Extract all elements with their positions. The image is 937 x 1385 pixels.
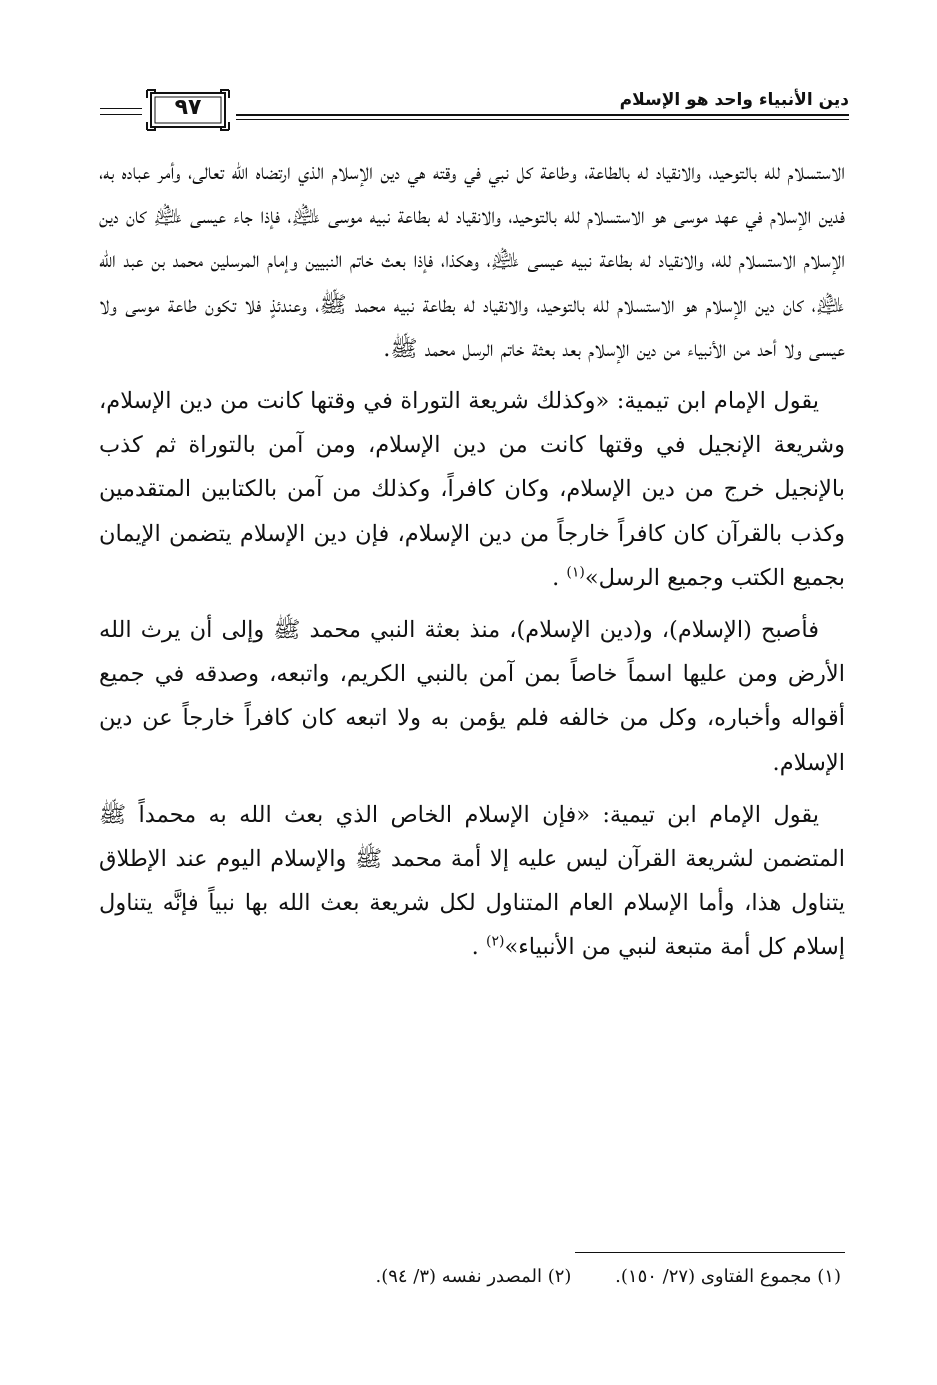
page-number: ٩٧ [174,95,202,120]
footnote-separator [575,1252,845,1253]
header-left-rule [100,114,142,115]
footnote-1: (١) مجموع الفتاوى (٢٧/ ١٥٠). [615,1266,841,1287]
paragraph-end-punct: . [552,564,567,591]
paragraph [99,150,845,371]
paragraph-text: الاستسلام لله بالتوحيد، والانقياد له بالطاعة، وطاعة كل نبي في وقته هي دين الإسلام الذي ارتضاه الله تعالى، وأمر عباده به، فدين الإسلام في عهد موسى هو الاستسلام لله بالتوحيد، والانقياد له بطاعة نبيه موسى ﵇، فإذا جاء عيسى ﵇ كان دين الإسلام الاستسلام لله، والانقياد له بطاعة نبيه عيسى ﵇، وهكذا، فإذا بعث خاتم النبيين وإمام المرسلين محمد بن عبد الله ﵇، كان دين الإسلام هو الاستسلام لله بالتوحيد، والانقياد له بطاعة نبيه محمد ﷺ، وعندئذٍ فلا تكون طاعة موسى ولا عيسى ولا أحد من الأنبياء من دين الإسلام بعد بعثة خاتم الرسل محمد ﷺ. [99,159,845,362]
paragraph [99,608,845,785]
footnote-reference[interactable]: (٢) [485,933,505,950]
header-rule [236,114,849,116]
paragraph-text: يقول الإمام ابن تيمية: «فإن الإسلام الخاص الذي بعث الله به محمداً ﷺ المتضمن لشريعة القرآن ليس عليه إلا أمة محمد ﷺ والإسلام اليوم عند الإطلاق يتناول هذا، وأما الإسلام العام المتناول لكل شريعة بعث الله بها نبياً فإنَّه يتناول إسلام كل أمة متبعة لنبي من الأنبياء» [99,801,845,961]
header-left-rule [100,108,142,109]
paragraph [99,379,845,600]
footnote-reference[interactable]: (١) [566,564,585,581]
running-header-title: دين الأنبياء واحد هو الإسلام [619,90,849,110]
paragraph-text: يقول الإمام ابن تيمية: «وكذلك شريعة التوراة في وقتها كانت من دين الإسلام، وشريعة الإنجيل في وقتها كانت من دين الإسلام، ومن آمن بالتوراة ثم كذب بالإنجيل خرج من دين الإسلام، وكان كافراً، وكذلك من آمن بالكتابين المتقدمين وكذب بالقرآن كان كافراً خارجاً من دين الإسلام، فإن دين الإسلام يتضمن الإيمان بجميع الكتب وجميع الرسل» [99,388,845,591]
body-text [99,150,845,970]
page-number-frame [145,88,231,132]
paragraph [99,793,845,970]
footnotes [141,1264,841,1290]
header-rule-thin [236,119,849,120]
footnote-2: (٢) المصدر نفسه (٣/ ٩٤). [375,1266,572,1287]
paragraph-text: فأصبح (الإسلام)، و(دين الإسلام)، منذ بعثة النبي محمد ﷺ وإلى أن يرث الله الأرض ومن عليها اسماً خاصاً بمن آمن بالنبي الكريم، واتبعه، وصدقه في جميع أقواله وأخباره، وكل من خالفه فلم يؤمن به ولا اتبعه كان كافراً خارجاً عن دين الإسلام. [99,617,845,776]
paragraph-end-punct: . [471,934,486,961]
